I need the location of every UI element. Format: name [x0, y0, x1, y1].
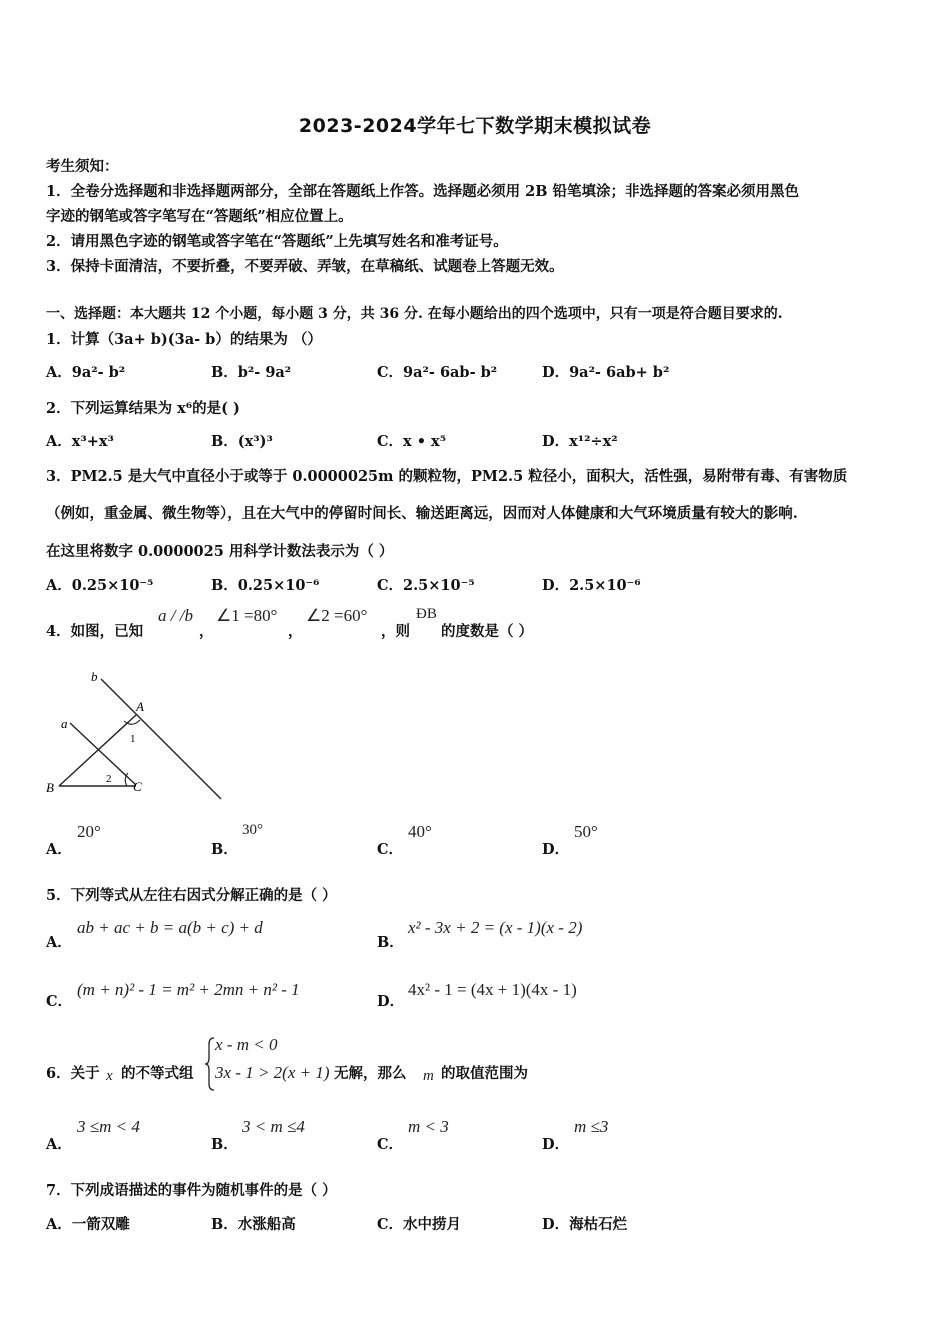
- q4-cond-angle1: ∠1 =80°: [216, 606, 278, 625]
- label-B: B: [46, 780, 54, 795]
- q2-d-letter: D．: [542, 433, 570, 450]
- q4-d-letter: D．: [542, 841, 570, 858]
- q3-b-text: 0.25×10⁻⁶: [237, 577, 320, 594]
- q4-comma-2: ，: [288, 623, 303, 640]
- q5-c-text: (m + n)² - 1 = m² + 2mn + n² - 1: [77, 980, 300, 999]
- q7-b-letter: B．: [211, 1216, 238, 1233]
- q6-c-letter: C．: [377, 1136, 404, 1153]
- q3-option-d: [542, 574, 641, 595]
- q4-d-text: 50°: [574, 822, 598, 841]
- q3-option-b: [211, 574, 319, 595]
- section-heading: 一、选择题：本大题共 12 个小题，每小题 3 分，共 36 分. 在每小题给出的四个选项中，只有一项是符合题目要求的.: [46, 306, 783, 322]
- q4-geometry-figure: [40, 665, 230, 805]
- q6-b-text: 3 < m ≤4: [242, 1117, 305, 1136]
- q2-a-letter: A．: [46, 433, 72, 450]
- notice-line-2: 字迹的钢笔或答字笔写在“答题纸”相应位置上。: [46, 208, 353, 225]
- q6-mid: 的不等式组: [121, 1065, 194, 1082]
- q2-option-d: [542, 430, 618, 451]
- page-title: 2023-2024学年七下数学期末模拟试卷: [298, 115, 652, 137]
- line-ba: [59, 715, 136, 786]
- q3-line-1: 3．PM2.5 是大气中直径小于或等于 0.0000025m 的颗粒物，PM2.5 粒径小，面积大，活性强，易附带有毒、有害物质: [46, 468, 848, 485]
- q5-b-letter: B．: [377, 934, 404, 951]
- q7-d-letter: D．: [542, 1216, 570, 1233]
- q4-c-letter: C．: [377, 841, 404, 858]
- q2-option-b: [211, 430, 273, 451]
- q4-cond-angle2: ∠2 =60°: [306, 606, 368, 625]
- q5-a-letter: A．: [46, 934, 72, 951]
- notice-line-1: 1．全卷分选择题和非选择题两部分，全部在答题纸上作答。选择题必须用 2B 铅笔填涂；非选择题的答案必须用黑色: [46, 183, 800, 200]
- q4-b-text: 30°: [242, 822, 263, 838]
- q6-a-text: 3 ≤m < 4: [77, 1117, 140, 1136]
- label-A: A: [136, 699, 144, 714]
- q2-d-text: x¹²÷x²: [569, 433, 618, 450]
- label-C: C: [133, 779, 142, 794]
- q1-option-a: [46, 361, 125, 382]
- q3-line-3: 在这里将数字 0.0000025 用科学计数法表示为（ ）: [46, 543, 394, 560]
- q6-d-letter: D．: [542, 1136, 570, 1153]
- label-2: 2: [106, 773, 112, 785]
- q3-a-letter: A．: [46, 577, 72, 594]
- q1-b-text: b²- 9a²: [237, 364, 292, 381]
- q5-d-letter: D．: [377, 993, 405, 1010]
- q7-option-c: [377, 1213, 461, 1234]
- q6-var-x: x: [106, 1068, 113, 1084]
- q1-a-letter: A．: [46, 364, 72, 381]
- q7-c-letter: C．: [377, 1216, 404, 1233]
- q3-d-letter: D．: [542, 577, 570, 594]
- q1-option-c: [377, 361, 497, 382]
- q6-prefix: 6．关于: [46, 1065, 100, 1082]
- q5-d-text: 4x² - 1 = (4x + 1)(4x - 1): [408, 980, 577, 999]
- q1-option-d: [542, 361, 669, 382]
- q4-c-text: 40°: [408, 822, 432, 841]
- q1-a-text: 9a²- b²: [71, 364, 126, 381]
- q6-suffix: 的取值范围为: [441, 1065, 528, 1082]
- q7-stem: 7．下列成语描述的事件为随机事件的是（ ）: [46, 1182, 337, 1199]
- q2-option-a: [46, 430, 114, 451]
- q2-a-text: x³+x³: [71, 433, 114, 450]
- q4-then: ，则: [381, 623, 410, 640]
- q7-d-text: 海枯石烂: [569, 1216, 628, 1233]
- q5-stem: 5．下列等式从左往右因式分解正确的是（ ）: [46, 887, 337, 904]
- q1-c-text: 9a²- 6ab- b²: [403, 364, 498, 381]
- q2-c-letter: C．: [377, 433, 404, 450]
- q3-c-text: 2.5×10⁻⁵: [403, 577, 475, 594]
- q1-d-letter: D．: [542, 364, 570, 381]
- q6-c-text: m < 3: [408, 1117, 449, 1136]
- q4-b-letter: B．: [211, 841, 238, 858]
- q7-b-text: 水涨船高: [237, 1216, 296, 1233]
- q5-a-text: ab + ac + b = a(b + c) + d: [77, 918, 263, 937]
- label-b: b: [91, 669, 98, 684]
- q5-b-text: x² - 3x + 2 = (x - 1)(x - 2): [408, 918, 583, 937]
- q1-b-letter: B．: [211, 364, 238, 381]
- q3-a-text: 0.25×10⁻⁵: [71, 577, 154, 594]
- q3-b-letter: B．: [211, 577, 238, 594]
- q4-target-angle: ÐB: [416, 606, 437, 622]
- q7-a-letter: A．: [46, 1216, 72, 1233]
- notice-line-3: 2．请用黑色字迹的钢笔或答字笔在“答题纸”上先填写姓名和准考证号。: [46, 233, 508, 250]
- q5-c-letter: C．: [46, 993, 73, 1010]
- q1-option-b: [211, 361, 291, 382]
- q2-option-c: [377, 430, 446, 451]
- q3-c-letter: C．: [377, 577, 404, 594]
- q6-a-letter: A．: [46, 1136, 72, 1153]
- q3-option-c: [377, 574, 475, 595]
- q4-prefix: 4．如图，已知: [46, 623, 144, 640]
- q4-a-letter: A．: [46, 841, 72, 858]
- q6-inequality-1: x - m < 0: [215, 1035, 278, 1054]
- q6-d-text: m ≤3: [574, 1117, 609, 1136]
- q1-c-letter: C．: [377, 364, 404, 381]
- q2-b-letter: B．: [211, 433, 238, 450]
- label-a: a: [61, 716, 68, 731]
- q3-line-2: （例如，重金属、微生物等），且在大气中的停留时间长、输送距离远，因而对人体健康和大气环境质量有较大的影响.: [46, 505, 798, 522]
- q7-option-d: [542, 1213, 627, 1234]
- notice-heading: 考生须知：: [46, 158, 119, 175]
- notice-line-4: 3．保持卡面清洁，不要折叠，不要弄破、弄皱，在草稿纸、试题卷上答题无效。: [46, 258, 564, 275]
- q6-inequality-2: 3x - 1 > 2(x + 1): [215, 1063, 330, 1082]
- q3-d-text: 2.5×10⁻⁶: [569, 577, 641, 594]
- q7-option-a: [46, 1213, 130, 1234]
- q6-after: 无解，那么: [334, 1065, 407, 1082]
- q7-c-text: 水中捞月: [403, 1216, 462, 1233]
- q4-a-text: 20°: [77, 822, 101, 841]
- q4-cond-parallel: a / /b: [158, 606, 193, 625]
- q7-a-text: 一箭双雕: [71, 1216, 130, 1233]
- line-b: [101, 679, 221, 799]
- q2-stem: 2．下列运算结果为 x⁶的是( ): [46, 400, 240, 417]
- q4-suffix: 的度数是（ ）: [441, 623, 534, 640]
- q2-c-text: x • x⁵: [403, 433, 447, 450]
- q7-option-b: [211, 1213, 296, 1234]
- q1-stem: 1．计算（3a+ b)(3a- b）的结果为 （）: [46, 331, 322, 348]
- q1-d-text: 9a²- 6ab+ b²: [569, 364, 670, 381]
- q4-comma-1: ，: [199, 623, 214, 640]
- q6-b-letter: B．: [211, 1136, 238, 1153]
- q2-b-text: (x³)³: [237, 433, 273, 450]
- label-1: 1: [130, 733, 136, 745]
- q6-var-m: m: [423, 1068, 434, 1084]
- q3-option-a: [46, 574, 153, 595]
